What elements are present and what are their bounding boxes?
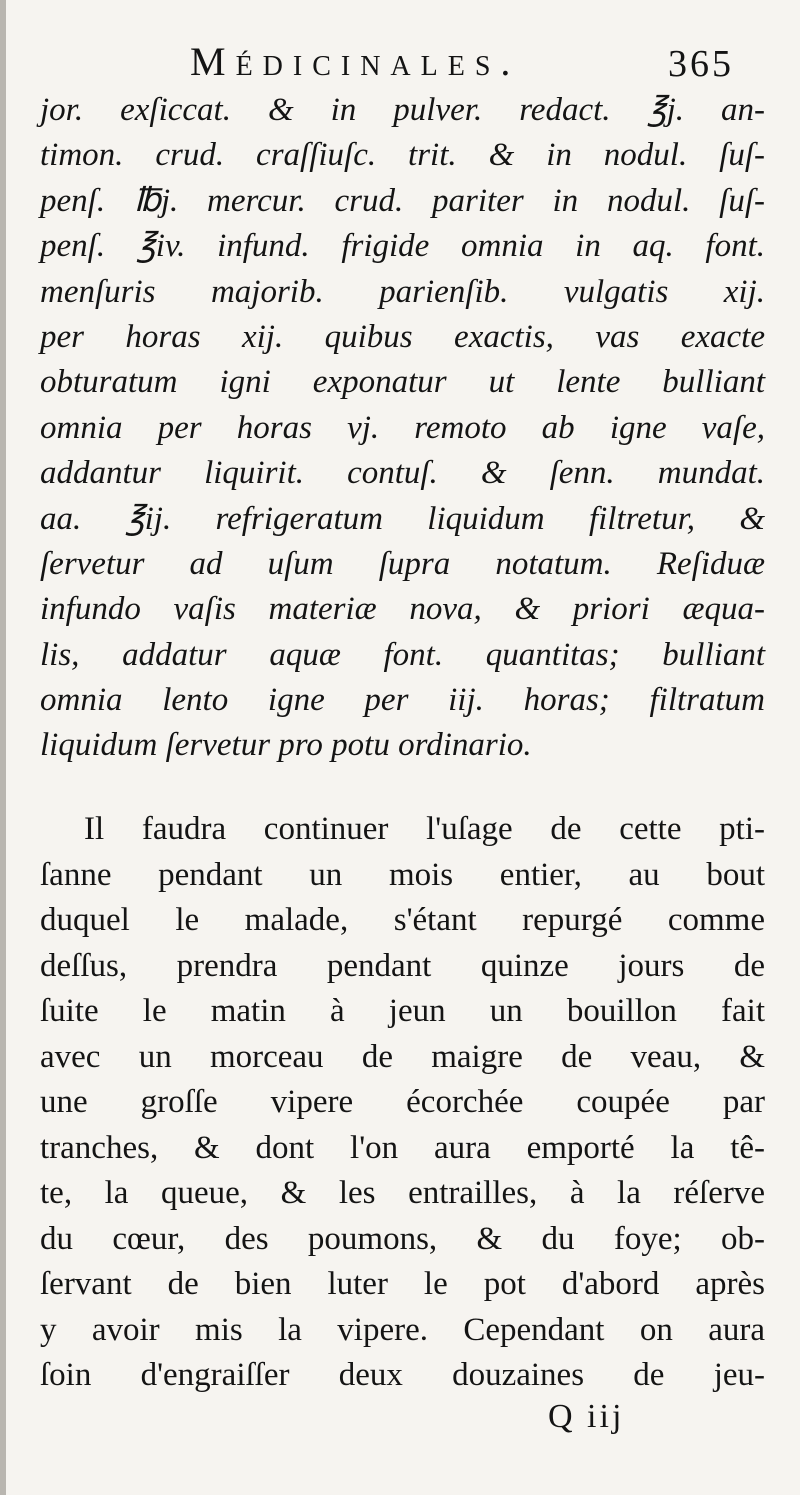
latin-line: addantur liquirit. contuſ. & ſenn. mundat. [40, 455, 765, 492]
french-line: avec un morceau de maigre de veau, & [40, 1038, 765, 1075]
french-paragraph [40, 807, 765, 1399]
running-title: Médicinales. [190, 39, 521, 84]
french-line: ſanne pendant un mois entier, au bout [40, 856, 765, 893]
signature-mark: Q iij [548, 1398, 625, 1435]
latin-line: penſ. ℥iv. infund. frigide omnia in aq. font. [40, 228, 765, 265]
latin-line: penſ. ℔j. mercur. crud. pariter in nodul. ſuſ- [40, 182, 765, 219]
latin-line: infundo vaſis materiæ nova, & priori æqua- [40, 591, 765, 628]
latin-prescription [40, 88, 765, 769]
latin-line: liquidum ſervetur pro potu ordinario. [40, 727, 532, 764]
french-line: duquel le malade, s'étant repurgé comme [40, 902, 765, 938]
french-line: une groſſe vipere écorchée coupée par [40, 1084, 765, 1120]
latin-line: obturatum igni exponatur ut lente bulliant [40, 364, 765, 401]
french-line: y avoir mis la vipere. Cependant on aura [40, 1311, 765, 1348]
page-number: 365 [668, 43, 734, 85]
latin-line: omnia lento igne per iij. horas; filtratum [40, 682, 765, 719]
french-line: ſervant de bien luter le pot d'abord après [40, 1266, 765, 1302]
latin-line: ſervetur ad uſum ſupra notatum. Reſiduæ [40, 545, 765, 582]
latin-line: aa. ℥ij. refrigeratum liquidum filtretur, & [40, 500, 765, 537]
latin-line: jor. exſiccat. & in pulver. redact. ℥j. an- [40, 92, 765, 128]
french-line: ſuite le matin à jeun un bouillon fait [40, 993, 765, 1029]
latin-line: per horas xij. quibus exactis, vas exacte [40, 318, 765, 355]
french-line: te, la queue, & les entrailles, à la réſerve [40, 1175, 765, 1211]
french-line: du cœur, des poumons, & du foye; ob- [40, 1220, 765, 1257]
latin-line: omnia per horas vj. remoto ab igne vaſe, [40, 409, 765, 446]
latin-line: lis, addatur aquæ font. quantitas; bulliant [40, 636, 765, 673]
french-line: Il faudra continuer l'uſage de cette pti- [84, 811, 765, 847]
latin-line: timon. crud. craſſiuſc. trit. & in nodul. ſuſ- [40, 137, 765, 174]
page-gutter-edge [0, 0, 6, 1495]
latin-line: menſuris majorib. parienſib. vulgatis xij. [40, 273, 765, 310]
french-line: ſoin d'engraiſſer deux douzaines de jeu- [40, 1357, 765, 1393]
french-line: deſſus, prendra pendant quinze jours de [40, 947, 765, 984]
french-line: tranches, & dont l'on aura emporté la tê- [40, 1129, 765, 1166]
